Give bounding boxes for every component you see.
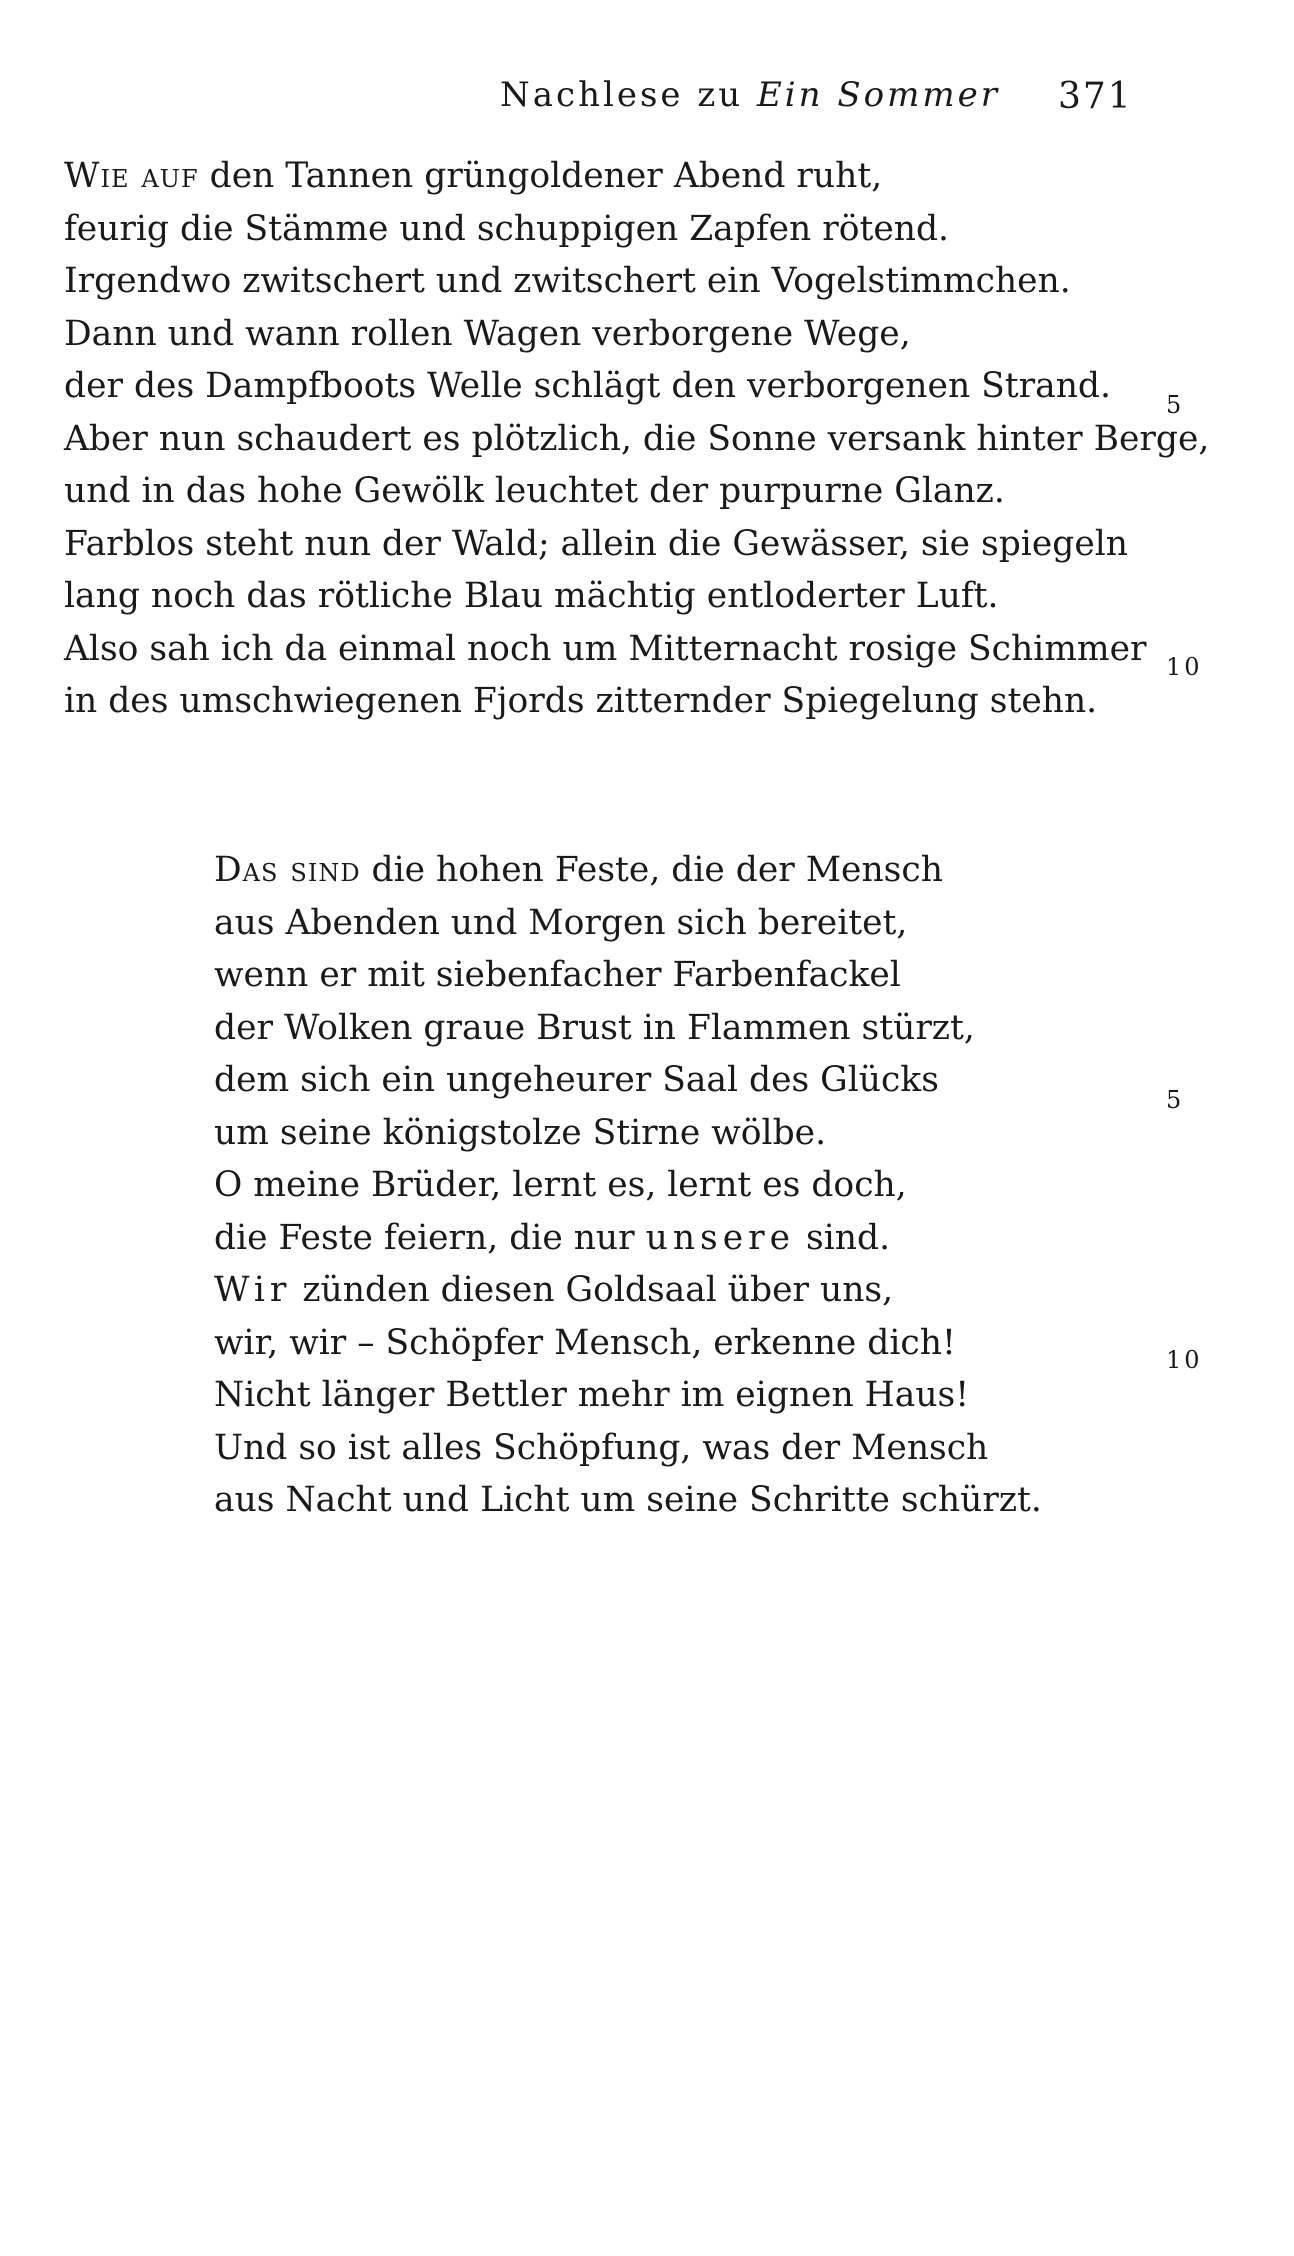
poem-2-line-8 bbox=[214, 1212, 1042, 1265]
poem-1-line: lang noch das rötliche Blau mächtig entloderter Luft. bbox=[64, 576, 999, 616]
poem-1-line: Dann und wann rollen Wagen verborgene Wege, bbox=[64, 313, 911, 354]
poem-1-line: feurig die Stämme und schuppigen Zapfen rötend. bbox=[64, 208, 950, 249]
poem-1-line: Aber nun schaudert es plötzlich, die Sonne versank hinter Berge, bbox=[64, 418, 1210, 459]
poem-2-line: wenn er mit siebenfacher Farbenfackel bbox=[214, 955, 901, 995]
poem-2-line-1-text: die hohen Feste, die der Mensch bbox=[360, 850, 943, 890]
poem-2-line: Und so ist alles Schöpfung, was der Mensch bbox=[214, 1427, 989, 1468]
poem-2-line: um seine königstolze Stirne wölbe. bbox=[214, 1112, 827, 1153]
poem-2-line-1 bbox=[214, 844, 1042, 897]
poem-2-line-number-5: 5 bbox=[1166, 1086, 1185, 1114]
page-number: 371 bbox=[1058, 76, 1133, 117]
poem-1-line: Also sah ich da einmal noch um Mitternacht rosige Schimmer bbox=[64, 628, 1147, 669]
poem-1-line: der des Dampfboots Welle schlägt den verborgenen Strand. bbox=[64, 366, 1111, 406]
poem-2-line: wir, wir – Schöpfer Mensch, erkenne dich! bbox=[214, 1322, 956, 1363]
poem-2 bbox=[214, 844, 1042, 1527]
poem-2-emphasis-unsere: unsere bbox=[645, 1217, 796, 1258]
poem-2-emphasis-wir: Wir bbox=[214, 1270, 292, 1310]
poem-1 bbox=[64, 150, 1209, 728]
poem-2-line: O meine Brüder, lernt es, lernt es doch, bbox=[214, 1165, 907, 1205]
poem-1-line: in des umschwiegenen Fjords zitternder Spiegelung stehn. bbox=[64, 681, 1098, 721]
poem-2-line-number-10: 10 bbox=[1166, 1346, 1203, 1374]
poem-2-line-8-end: sind. bbox=[795, 1217, 891, 1258]
poem-2-line: dem sich ein ungeheurer Saal des Glücks bbox=[214, 1060, 939, 1100]
poem-2-line-9-end: zünden diesen Goldsaal über uns, bbox=[291, 1270, 894, 1310]
poem-1-line: und in das hohe Gewölk leuchtet der purpurne Glanz. bbox=[64, 471, 1005, 511]
poem-1-line-1 bbox=[64, 150, 1209, 203]
poem-2-line-9 bbox=[214, 1264, 1042, 1317]
poem-2-line: aus Abenden und Morgen sich bereitet, bbox=[214, 902, 908, 943]
poem-1-line-number-5: 5 bbox=[1166, 391, 1185, 419]
poem-2-incipit: Das sind bbox=[214, 850, 361, 890]
running-head-prefix: Nachlese zu bbox=[500, 75, 744, 115]
running-head-title: Ein Sommer bbox=[756, 75, 1000, 115]
poem-2-line: aus Nacht und Licht um seine Schritte schürzt. bbox=[214, 1480, 1042, 1520]
poem-1-incipit: Wie auf bbox=[64, 156, 199, 196]
poem-2-line-8-start: die Feste feiern, die nur bbox=[214, 1217, 646, 1258]
poem-2-line: Nicht länger Bettler mehr im eignen Haus! bbox=[214, 1375, 970, 1415]
running-head bbox=[500, 72, 1000, 118]
poem-1-line-1-text: den Tannen grüngoldener Abend ruht, bbox=[198, 156, 883, 196]
poem-2-line: der Wolken graue Brust in Flammen stürzt, bbox=[214, 1007, 975, 1048]
poem-1-line: Irgendwo zwitschert und zwitschert ein Vogelstimmchen. bbox=[64, 261, 1071, 301]
poem-1-line: Farblos steht nun der Wald; allein die Gewässer, sie spiegeln bbox=[64, 523, 1129, 564]
poem-1-line-number-10: 10 bbox=[1166, 653, 1203, 681]
